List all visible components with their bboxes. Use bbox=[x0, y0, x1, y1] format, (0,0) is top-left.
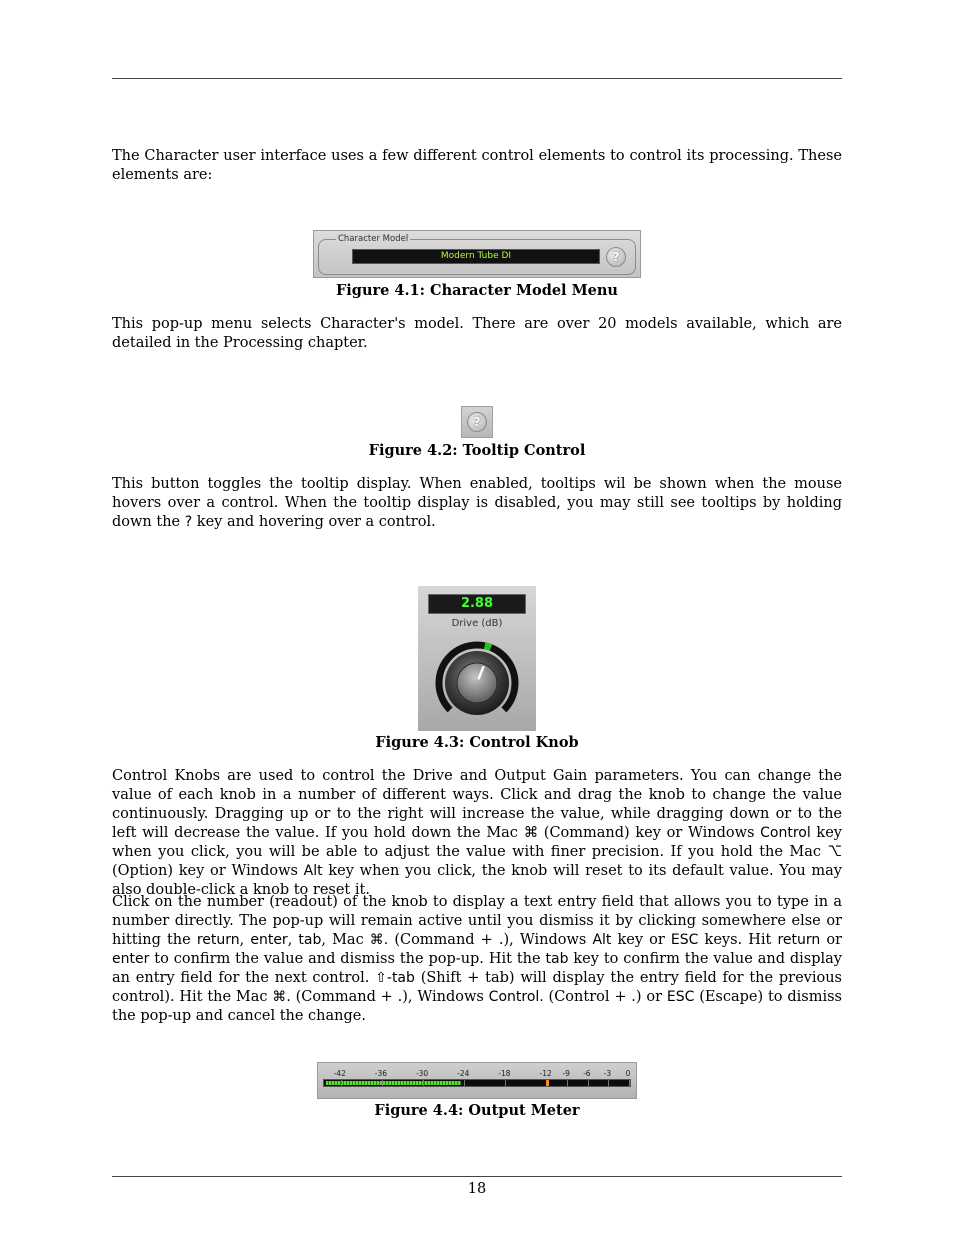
meter-scale-label: -18 bbox=[498, 1069, 511, 1078]
text-run: or bbox=[820, 932, 843, 948]
intro-paragraph: The Character user interface uses a few different control elements to control its processing. These elements are: bbox=[112, 148, 842, 183]
text-run: (Control + .) or bbox=[543, 989, 667, 1005]
meter-tick bbox=[341, 1080, 342, 1086]
text-run: keys. Hit bbox=[698, 932, 778, 948]
header-rule bbox=[112, 78, 842, 79]
key-name: ? bbox=[184, 514, 193, 530]
key-name: tab bbox=[298, 932, 322, 948]
tooltip-toggle-question-icon[interactable]: ? bbox=[467, 412, 487, 432]
help-question-icon[interactable]: ? bbox=[606, 247, 626, 267]
control-knob-figure bbox=[418, 586, 536, 731]
key-name: enter bbox=[112, 951, 150, 967]
key-name: Alt bbox=[592, 932, 612, 948]
key-name: Control. bbox=[488, 989, 544, 1005]
meter-level-fill bbox=[326, 1081, 461, 1085]
readout-paragraph bbox=[112, 893, 842, 1026]
key-name: ⌘. bbox=[272, 989, 291, 1005]
meter-scale-label: -9 bbox=[562, 1069, 570, 1078]
knob-readout[interactable]: 2.88 bbox=[428, 594, 526, 614]
output-meter-figure bbox=[317, 1062, 637, 1099]
text-run: (Escape) to dismiss the pop-up and cancel the change. bbox=[112, 989, 842, 1024]
meter-bar bbox=[323, 1079, 631, 1087]
meter-scale-label: -24 bbox=[457, 1069, 470, 1078]
meter-tick bbox=[588, 1080, 589, 1086]
tooltip-paragraph bbox=[112, 475, 842, 532]
key-name: ⌘. bbox=[369, 932, 389, 948]
figure-4-2-caption: Figure 4.2: Tooltip Control bbox=[368, 442, 586, 459]
key-name: Alt bbox=[303, 863, 323, 879]
text-run: key when you click, you will be able to adjust the value with finer precision. If you hold the Mac ⌥ (Option) key or Windows bbox=[112, 825, 842, 879]
meter-tick bbox=[567, 1080, 568, 1086]
meter-tick bbox=[382, 1080, 383, 1086]
key-name: Control bbox=[760, 825, 811, 841]
text-run: key or bbox=[611, 932, 671, 948]
model-menu-paragraph: This pop-up menu selects Character's model. There are over 20 models available, which are detailed in the Processing chapter. bbox=[112, 316, 842, 351]
text-run: , bbox=[287, 932, 299, 948]
meter-scale-label: -12 bbox=[539, 1069, 552, 1078]
knob-label: Drive (dB) bbox=[451, 618, 503, 629]
text-run: key to confirm the value and display an entry field for the next control. bbox=[112, 951, 842, 986]
meter-tick bbox=[505, 1080, 506, 1086]
page-number: 18 bbox=[467, 1181, 487, 1197]
figure-4-3-caption: Figure 4.3: Control Knob bbox=[375, 734, 579, 751]
meter-scale-label: 0 bbox=[625, 1069, 631, 1078]
key-name: return bbox=[196, 932, 240, 948]
meter-peak-hold bbox=[546, 1080, 549, 1086]
figure-4-4-caption: Figure 4.4: Output Meter bbox=[374, 1102, 580, 1119]
knob-arc-value bbox=[485, 646, 491, 648]
text-run: Click on the number (readout) of the knob to display a text entry field that allows you to type in a number directly. The pop-up will remain active until you dismiss it by clicking somewhere else or hitting the bbox=[112, 894, 842, 948]
meter-scale-label: -36 bbox=[374, 1069, 388, 1078]
tooltip-control-figure bbox=[461, 406, 493, 438]
meter-scale-label: -6 bbox=[583, 1069, 591, 1078]
meter-tick bbox=[423, 1080, 424, 1086]
meter-scale-label: -42 bbox=[333, 1069, 346, 1078]
meter-scale-label: -30 bbox=[415, 1069, 429, 1078]
knob-paragraph bbox=[112, 767, 842, 900]
knob-graphic[interactable] bbox=[418, 628, 536, 731]
text-run: , bbox=[239, 932, 251, 948]
text-run: , Mac bbox=[321, 932, 370, 948]
meter-tick bbox=[464, 1080, 465, 1086]
character-model-group-label: Character Model bbox=[338, 234, 409, 244]
footer-rule bbox=[112, 1176, 842, 1177]
text-run: (Command + .), Windows bbox=[290, 989, 489, 1005]
meter-tick bbox=[629, 1080, 630, 1086]
text-run: (Command + .), Windows bbox=[388, 932, 593, 948]
key-name: enter bbox=[250, 932, 288, 948]
text-run: to confirm the value and dismiss the pop-up. Hit the bbox=[149, 951, 546, 967]
character-model-dropdown[interactable]: Modern Tube DI bbox=[352, 249, 600, 264]
character-model-menu-figure bbox=[313, 230, 641, 278]
key-name: return bbox=[777, 932, 821, 948]
text-run: key and hovering over a control. bbox=[192, 514, 436, 530]
key-name: ESC bbox=[670, 932, 699, 948]
key-name: ⇧-tab bbox=[375, 970, 415, 986]
figure-4-1-caption: Figure 4.1: Character Model Menu bbox=[336, 282, 618, 299]
knob-cap bbox=[457, 663, 497, 703]
key-name: ESC bbox=[666, 989, 695, 1005]
meter-tick bbox=[608, 1080, 609, 1086]
meter-scale-label: -3 bbox=[603, 1069, 612, 1078]
key-name: tab bbox=[545, 951, 569, 967]
text-run: Control Knobs are used to control the Drive and Output Gain parameters. You can change the value of each knob in a number of different ways. Click and drag the knob to change the value continuously. Dragging up or to the right will increase the value, while dragging down or to the left will decrease the value. If you hold down the Mac ⌘ (Command) key or Windows bbox=[112, 768, 842, 841]
text-run: (Shift + tab) will display the entry field for the previous control). Hit the Mac bbox=[112, 970, 843, 1005]
text-run: This button toggles the tooltip display. When enabled, tooltips wil be shown when the mouse hovers over a control. When the tooltip display is disabled, you may still see tooltips by holding down the bbox=[112, 476, 842, 530]
text-run: key when you click, the knob will reset to its default value. You may also double-click a knob to reset it. bbox=[112, 863, 842, 898]
